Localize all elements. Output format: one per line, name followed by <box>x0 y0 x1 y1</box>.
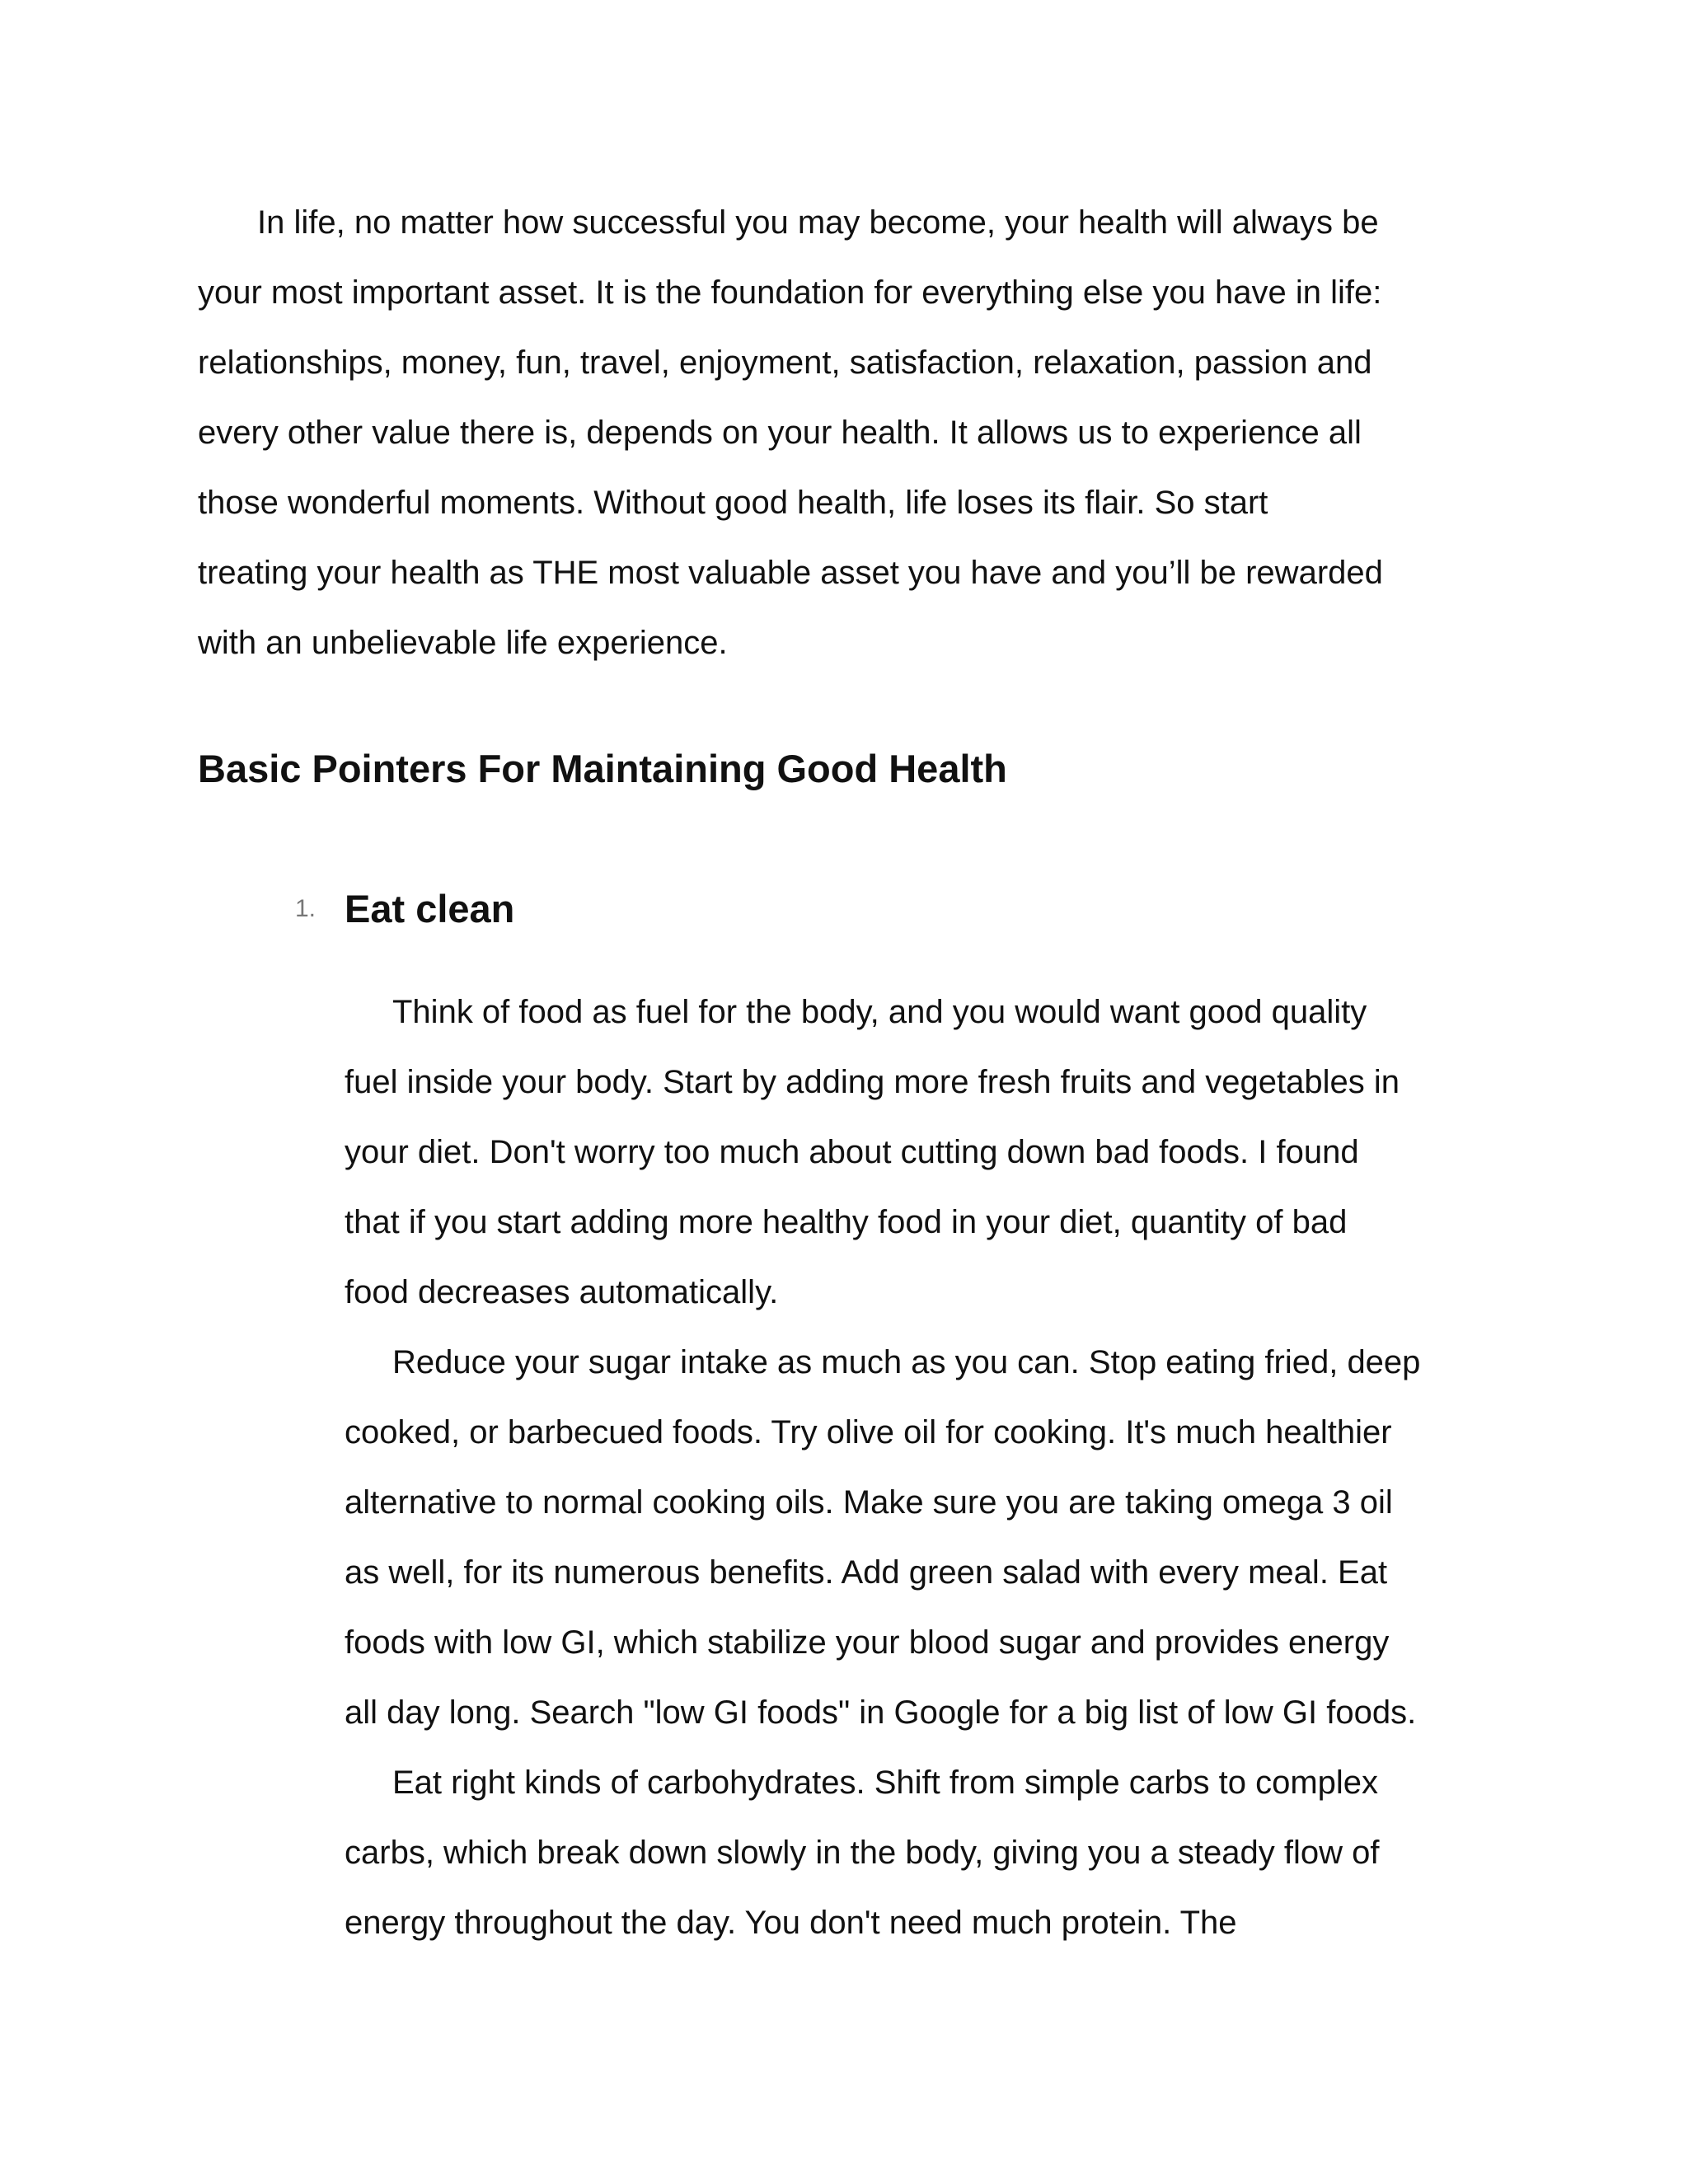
intro-paragraph <box>198 188 1383 678</box>
intro-line: those wonderful moments. Without good health, life loses its flair. So start <box>198 485 1268 521</box>
body-line: your diet. Don't worry too much about cutting down bad foods. I found <box>345 1134 1359 1170</box>
list-number: 1. <box>295 895 316 922</box>
body-line: cooked, or barbecued foods. Try olive oil for cooking. It's much healthier <box>345 1414 1392 1451</box>
intro-line: In life, no matter how successful you may become, your health will always be <box>257 204 1379 241</box>
body-line: carbs, which break down slowly in the body, giving you a steady flow of <box>345 1835 1380 1871</box>
body-line: food decreases automatically. <box>345 1274 779 1310</box>
body-line: Eat right kinds of carbohydrates. Shift from simple carbs to complex <box>392 1765 1379 1801</box>
body-line: alternative to normal cooking oils. Make sure you are taking omega 3 oil <box>345 1484 1393 1521</box>
body-line: foods with low GI, which stabilize your blood sugar and provides energy <box>345 1624 1390 1661</box>
intro-line: your most important asset. It is the foundation for everything else you have in life: <box>198 274 1382 311</box>
list-item-title: Eat clean <box>345 887 515 930</box>
body-line: fuel inside your body. Start by adding more fresh fruits and vegetables in <box>345 1064 1400 1100</box>
list-item <box>295 876 514 942</box>
intro-line: every other value there is, depends on your health. It allows us to experience all <box>198 415 1362 451</box>
eat-clean-body <box>345 977 1420 1958</box>
section-heading: Basic Pointers For Maintaining Good Health <box>198 747 1007 790</box>
body-line: as well, for its numerous benefits. Add green salad with every meal. Eat <box>345 1554 1388 1591</box>
body-line: that if you start adding more healthy food in your diet, quantity of bad <box>345 1204 1348 1240</box>
body-line: energy throughout the day. You don't need much protein. The <box>345 1905 1237 1941</box>
body-line: Reduce your sugar intake as much as you can. Stop eating fried, deep <box>392 1344 1421 1380</box>
intro-line: with an unbelievable life experience. <box>198 625 728 661</box>
body-line: all day long. Search "low GI foods" in Google for a big list of low GI foods. <box>345 1694 1417 1731</box>
intro-line: relationships, money, fun, travel, enjoyment, satisfaction, relaxation, passion and <box>198 344 1372 381</box>
intro-line: treating your health as THE most valuable asset you have and you’ll be rewarded <box>198 555 1383 591</box>
body-line: Think of food as fuel for the body, and you would want good quality <box>392 994 1367 1030</box>
